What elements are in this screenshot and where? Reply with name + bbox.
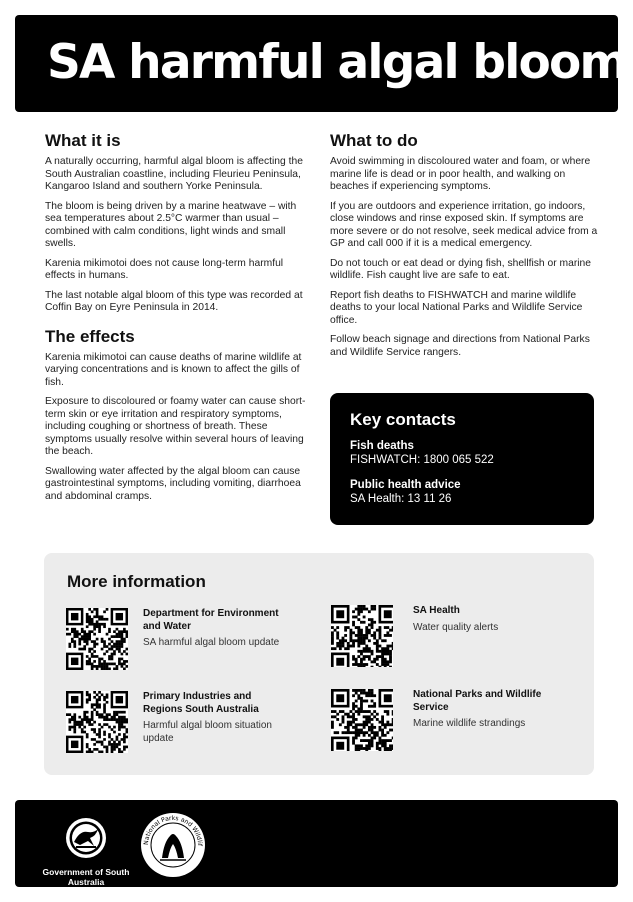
- key-contacts-box: [330, 393, 594, 525]
- contact-value-fishwatch[interactable]: FISHWATCH: 1800 065 522: [350, 454, 494, 466]
- page-title: SA harmful algal bloom: [47, 35, 627, 90]
- more-info-item-pirsa[interactable]: [66, 691, 296, 756]
- what-to-do-paragraph: If you are outdoors and experience irritation, go indoors, close windows and rinse exposed skin. If symptoms are more severe or do not resolve, seek medical advice from a GP and call 000 if it is a medical emergency.: [330, 200, 598, 249]
- more-info-org: SA Health: [413, 605, 460, 616]
- more-info-item-dew[interactable]: [66, 608, 296, 673]
- qr-code-icon[interactable]: [331, 689, 393, 751]
- piping-shrike-crest-icon: [64, 816, 108, 860]
- government-sa-logo: [41, 816, 131, 887]
- key-contacts-heading: Key contacts: [350, 410, 456, 429]
- contact-value-sa-health[interactable]: SA Health: 13 11 26: [350, 493, 452, 505]
- what-to-do-paragraph: Report fish deaths to FISHWATCH and marine wildlife deaths to your local National Parks and Wildlife Service office.: [330, 289, 583, 326]
- what-to-do-paragraph: Follow beach signage and directions from National Parks and Wildlife Service rangers.: [330, 334, 590, 358]
- what-it-is-heading: What it is: [45, 131, 121, 150]
- what-it-is-paragraph: The bloom is being driven by a marine heatwave – with sea temperatures about 2.5°C warmer than usual – combined with calm conditions, light winds and small swells.: [45, 200, 297, 249]
- more-info-item-sa-health[interactable]: [331, 605, 561, 670]
- qr-code-icon[interactable]: [66, 691, 128, 753]
- contact-label-fish-deaths: Fish deaths: [350, 440, 414, 452]
- left-column: [45, 131, 313, 510]
- qr-code-icon[interactable]: [331, 605, 393, 667]
- what-it-is-paragraph: A naturally occurring, harmful algal bloom is affecting the South Australian coastline, including Fleurieu Peninsula, Kangaroo Island and southern Yorke Peninsula.: [45, 156, 303, 192]
- government-sa-text: Government of South Australia: [42, 867, 130, 887]
- what-it-is-paragraph: Karenia mikimotoi does not cause long-term harmful effects in humans.: [45, 257, 284, 281]
- effects-paragraph: Swallowing water affected by the algal bloom can cause gastrointestinal symptoms, including vomiting, diarrhoea and abdominal cramps.: [45, 465, 301, 502]
- effects-paragraph: Karenia mikimotoi can cause deaths of marine wildlife at varying concentrations and is known to affect the gills of fish.: [45, 351, 302, 388]
- more-info-desc[interactable]: Marine wildlife strandings: [413, 718, 526, 729]
- more-info-desc[interactable]: Harmful algal bloom situation update: [143, 720, 272, 744]
- what-to-do-heading: What to do: [330, 131, 418, 150]
- npws-seal-text: National Parks and Wildlif: [142, 814, 204, 847]
- effects-paragraph: Exposure to discoloured or foamy water can cause short-term skin or eye irritation and respiratory symptoms, including coughing or shortness of breath. These symptoms usually resolve within several hours of leaving the beach.: [45, 396, 306, 457]
- footer: [15, 800, 618, 887]
- more-info-item-npws[interactable]: [331, 689, 561, 754]
- what-to-do-paragraph: Do not touch or eat dead or dying fish, shellfish or marine wildlife. Fish caught live are safe to eat.: [330, 257, 591, 281]
- more-info-desc[interactable]: SA harmful algal bloom update: [143, 637, 280, 648]
- more-info-org: Primary Industries and Regions South Australia: [143, 691, 259, 715]
- more-info-org: National Parks and Wildlife Service: [413, 689, 542, 713]
- effects-heading: The effects: [45, 326, 135, 346]
- contact-label-public-health: Public health advice: [350, 479, 461, 491]
- more-information-heading: More information: [67, 572, 206, 591]
- more-information-panel: [44, 553, 594, 775]
- more-info-org: Department for Environment and Water: [143, 608, 279, 632]
- what-it-is-paragraph: The last notable algal bloom of this type was recorded at Coffin Bay on Eyre Peninsula in 2014.: [45, 289, 303, 313]
- title-banner: [15, 15, 627, 112]
- qr-code-icon[interactable]: [66, 608, 128, 670]
- npws-seal-icon: [140, 812, 206, 878]
- more-info-desc[interactable]: Water quality alerts: [413, 621, 499, 633]
- what-to-do-paragraph: Avoid swimming in discoloured water and foam, or where marine life is dead or in poor health, and walking on beaches if experiencing symptoms.: [330, 156, 591, 192]
- right-column: [330, 131, 598, 366]
